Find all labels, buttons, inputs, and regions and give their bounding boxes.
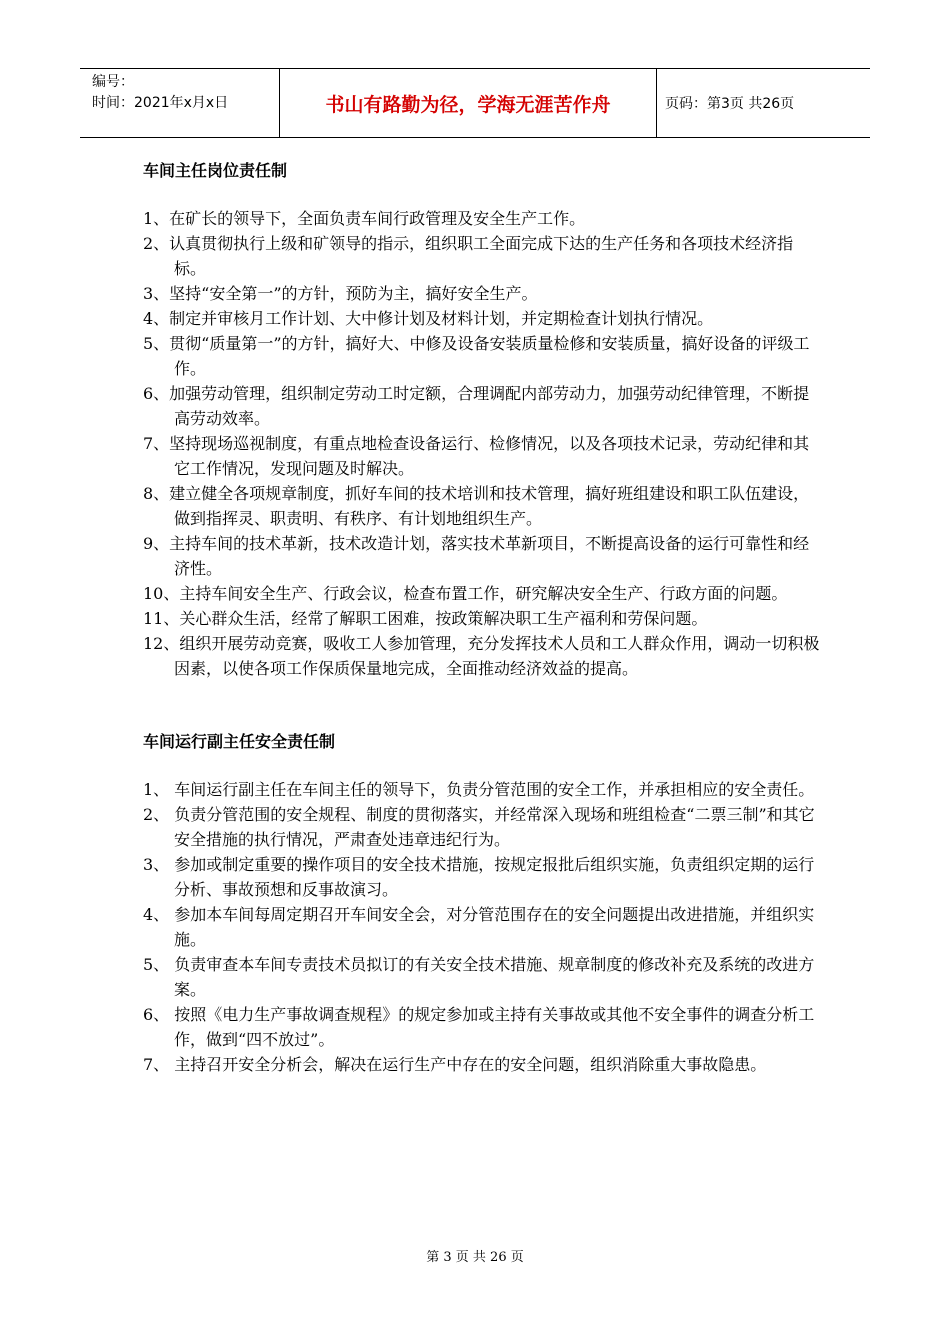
- list-item: 8、建立健全各项规章制度，抓好车间的技术培训和技术管理，搞好班组建设和职工队伍建设，做到指挥灵、职责明、有秩序、有计划地组织生产。: [143, 484, 810, 528]
- list-item: 10、主持车间安全生产、行政会议，检查布置工作，研究解决安全生产、行政方面的问题。: [143, 584, 788, 603]
- header-motto: 书山有路勤为径，学海无涯苦作舟: [280, 69, 657, 137]
- section-title: 车间运行副主任安全责任制: [143, 732, 336, 751]
- page-footer: 第 3 页 共 26 页: [426, 1250, 524, 1265]
- list-item: 2、 负责分管范围的安全规程、制度的贯彻落实，并经常深入现场和班组检查“二票三制”和其它安全措施的执行情况，严肃查处违章违纪行为。: [143, 805, 815, 849]
- list-item: 3、坚持“安全第一”的方针，预防为主，搞好安全生产。: [143, 284, 538, 303]
- list-item: 1、 车间运行副主任在车间主任的领导下，负责分管范围的安全工作，并承担相应的安全责任。: [143, 780, 815, 799]
- document-number-label: 编号：: [92, 74, 134, 90]
- list-item: 11、关心群众生活，经常了解职工困难，按政策解决职工生产福利和劳保问题。: [143, 609, 708, 628]
- list-item: 12、组织开展劳动竞赛，吸收工人参加管理，充分发挥技术人员和工人群众作用，调动一切积极因素，以使各项工作保质保量地完成，全面推动经济效益的提高。: [143, 634, 820, 678]
- list-item: 5、贯彻“质量第一”的方针，搞好大、中修及设备安装质量检修和安装质量，搞好设备的评级工作。: [143, 334, 810, 378]
- page-header: [80, 68, 870, 138]
- list-item: 3、 参加或制定重要的操作项目的安全技术措施，按规定报批后组织实施，负责组织定期的运行分析、事故预想和反事故演习。: [143, 855, 815, 899]
- section-1-list: [143, 206, 823, 681]
- section-title: 车间主任岗位责任制: [143, 161, 288, 180]
- list-item: 7、 主持召开安全分析会，解决在运行生产中存在的安全问题，组织消除重大事故隐患。: [143, 1055, 767, 1074]
- list-item: 4、 参加本车间每周定期召开车间安全会，对分管范围存在的安全问题提出改进措施，并组织实施。: [143, 905, 815, 949]
- header-meta: [80, 69, 280, 137]
- section-2-list: [143, 777, 823, 1077]
- list-item: 7、坚持现场巡视制度，有重点地检查设备运行、检修情况，以及各项技术记录，劳动纪律和其它工作情况，发现问题及时解决。: [143, 434, 810, 478]
- list-item: 9、主持车间的技术革新，技术改造计划，落实技术革新项目，不断提高设备的运行可靠性和经济性。: [143, 534, 810, 578]
- list-item: 6、 按照《电力生产事故调查规程》的规定参加或主持有关事故或其他不安全事件的调查分析工作，做到“四不放过”。: [143, 1005, 815, 1049]
- list-item: 6、加强劳动管理，组织制定劳动工时定额，合理调配内部劳动力，加强劳动纪律管理，不断提高劳动效率。: [143, 384, 810, 428]
- header-page-info: 页码：第3页 共26页: [665, 96, 795, 112]
- document-time: 时间：2021年x月x日: [92, 95, 229, 111]
- list-item: 2、认真贯彻执行上级和矿领导的指示，组织职工全面完成下达的生产任务和各项技术经济指标。: [143, 234, 794, 278]
- list-item: 5、 负责审查本车间专责技术员拟订的有关安全技术措施、规章制度的修改补充及系统的改进方案。: [143, 955, 815, 999]
- document-body: [143, 158, 823, 1077]
- section-2: [143, 729, 823, 1077]
- list-item: 1、在矿长的领导下，全面负责车间行政管理及安全生产工作。: [143, 209, 586, 228]
- list-item: 4、制定并审核月工作计划、大中修计划及材料计划，并定期检查计划执行情况。: [143, 309, 714, 328]
